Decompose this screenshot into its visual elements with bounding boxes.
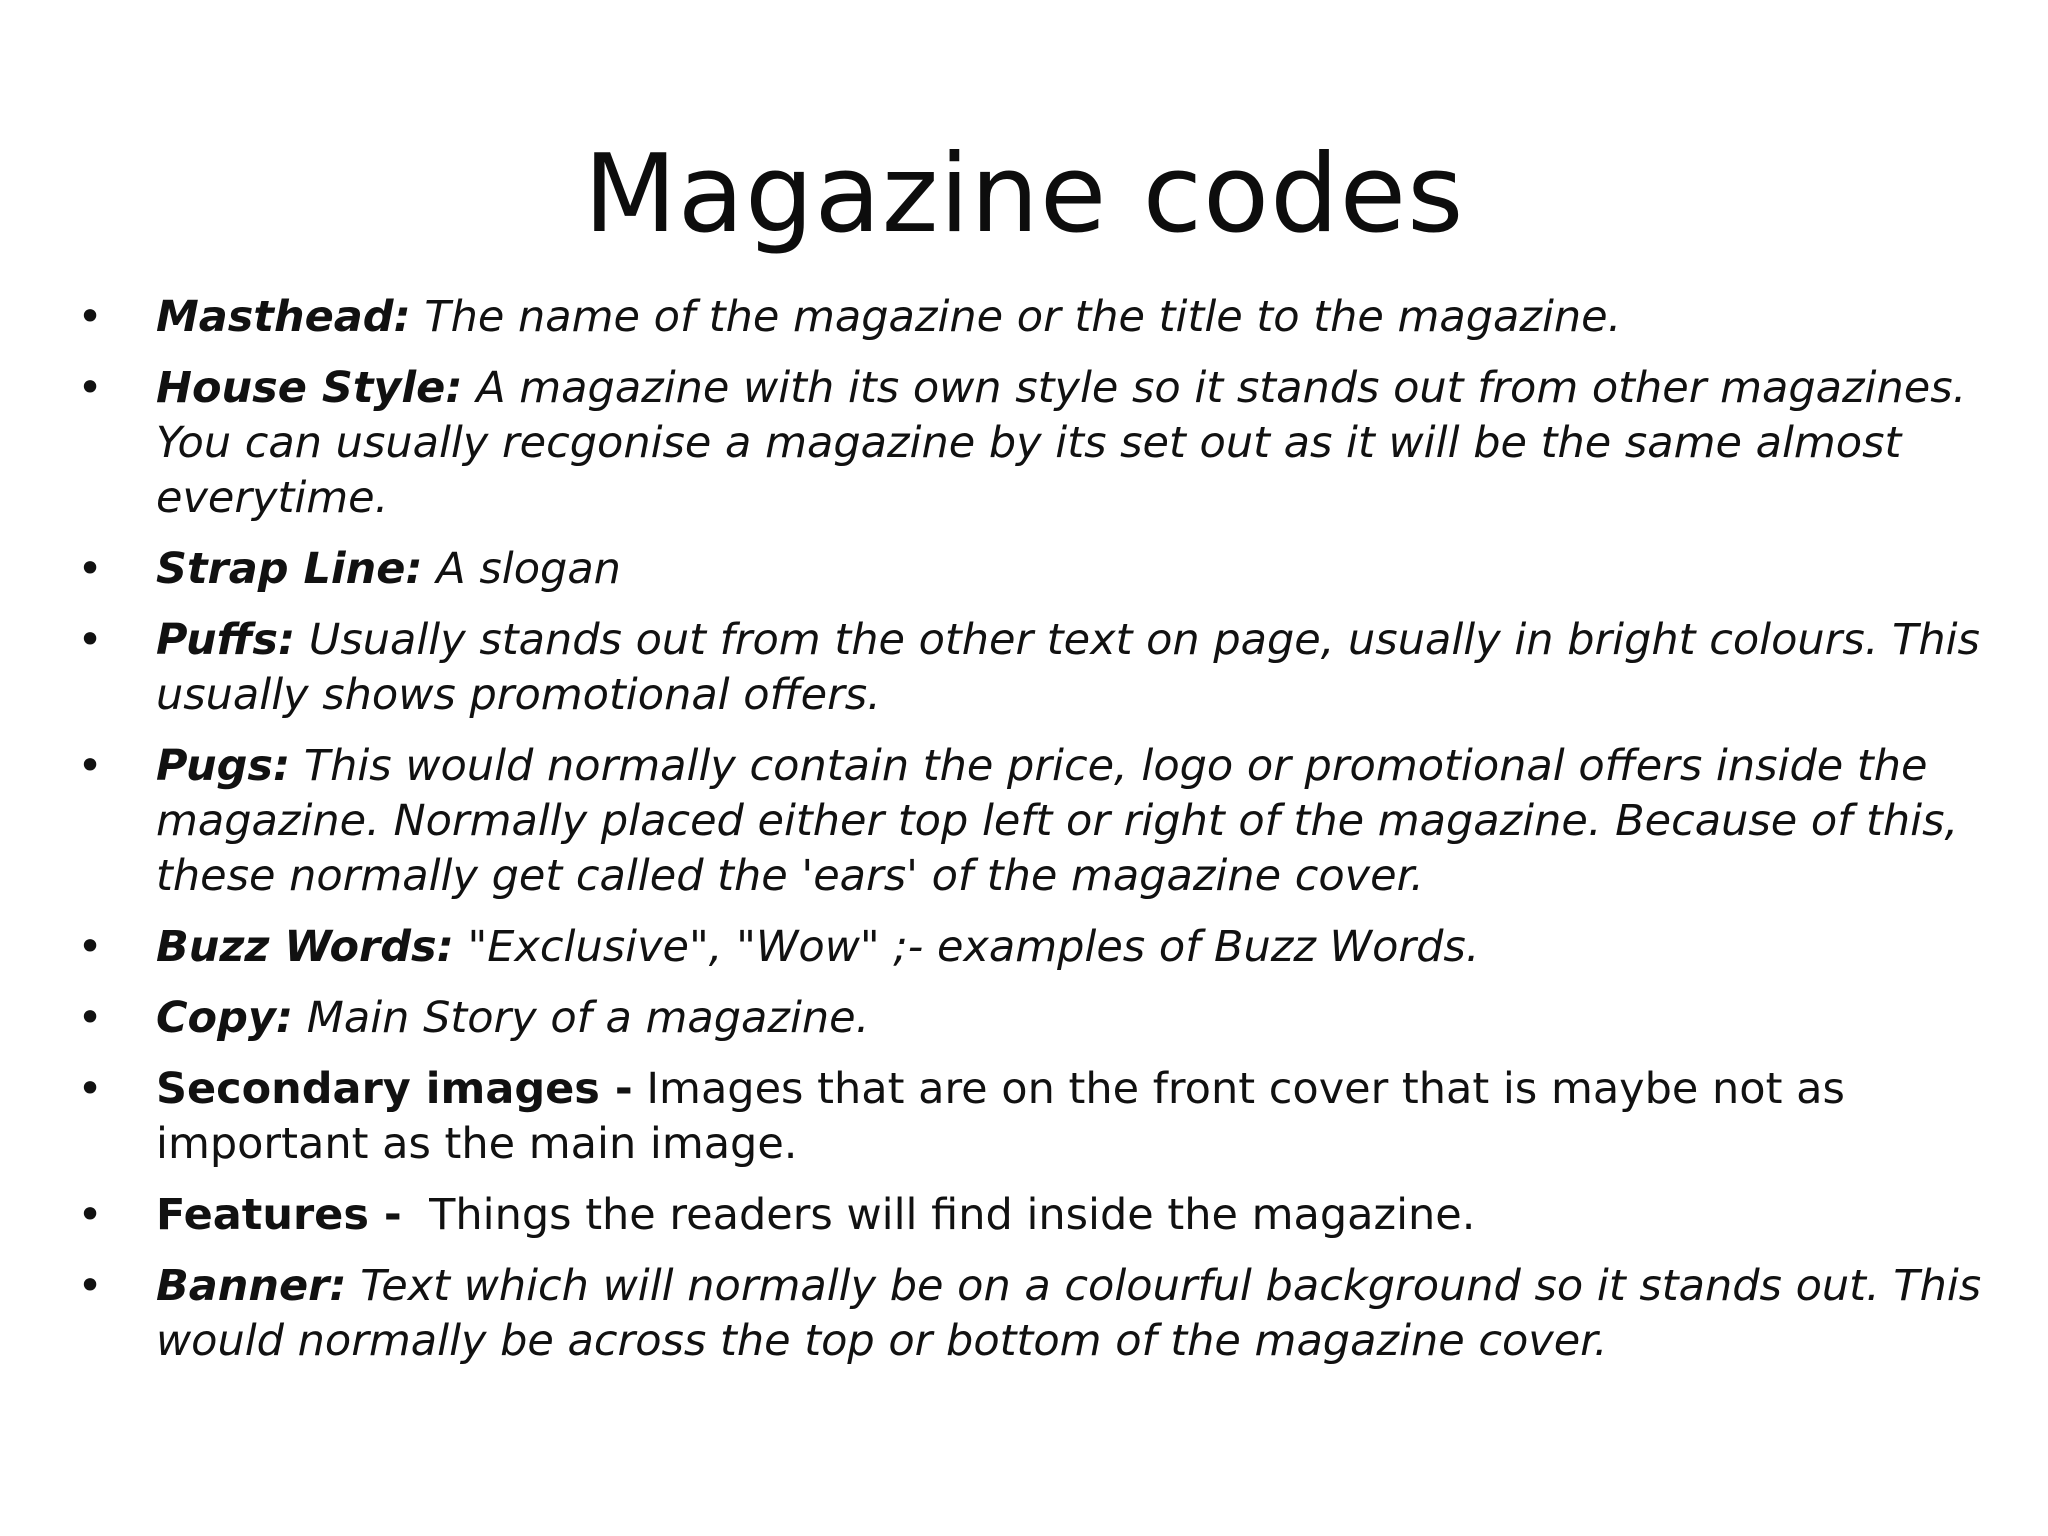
list-item (70, 739, 2010, 904)
bullet-list (70, 290, 2010, 1385)
bullet-icon: • (77, 615, 103, 665)
slide-title: Magazine codes (583, 132, 1465, 257)
bullet-icon: • (77, 922, 103, 972)
definition-text: The name of the magazine or the title to the magazine. (410, 292, 1622, 342)
bullet-icon: • (77, 993, 103, 1043)
term-label: House Style: (156, 363, 463, 413)
list-item (70, 290, 2010, 345)
term-label: Pugs: (156, 741, 291, 791)
bullet-icon: • (77, 292, 103, 342)
definition-text: A slogan (422, 544, 621, 594)
definition-text: Text which will normally be on a colourful background so it stands out. This would normally be across the top or bottom of the magazine cover. (156, 1261, 1982, 1366)
definition-text: Images that are on the front cover that is maybe not as important as the main image. (156, 1064, 1845, 1169)
term-label: Banner: (156, 1261, 347, 1311)
definition-text: "Exclusive", "Wow" ;- examples of Buzz Words. (453, 922, 1480, 972)
term-label: Features - (156, 1190, 402, 1240)
term-label: Buzz Words: (156, 922, 454, 972)
bullet-icon: • (77, 741, 103, 791)
bullet-icon: • (77, 1190, 103, 1240)
list-item (70, 542, 2010, 597)
list-item (70, 361, 2010, 526)
bullet-icon: • (77, 1064, 103, 1114)
term-label: Secondary images - (156, 1064, 633, 1114)
list-item (70, 1062, 2010, 1172)
list-item (70, 1188, 2010, 1243)
definition-text: A magazine with its own style so it stands out from other magazines. You can usually recgonise a magazine by its set out as it will be the same almost everytime. (156, 363, 1967, 523)
definition-text: Usually stands out from the other text on page, usually in bright colours. This usually shows promotional offers. (156, 615, 1980, 720)
list-item (70, 991, 2010, 1046)
list-item (70, 920, 2010, 975)
definition-text: This would normally contain the price, logo or promotional offers inside the magazine. Normally placed either top left or right of the magazine. Because of this, these normally get called the 'ears' of the magazine cover. (156, 741, 1959, 901)
bullet-icon: • (77, 1261, 103, 1311)
list-item (70, 613, 2010, 723)
definition-text: Main Story of a magazine. (293, 993, 870, 1043)
bullet-icon: • (77, 363, 103, 413)
list-item (70, 1259, 2010, 1369)
definition-text: Things the readers will find inside the magazine. (401, 1190, 1476, 1240)
term-label: Strap Line: (156, 544, 423, 594)
term-label: Masthead: (156, 292, 411, 342)
term-label: Copy: (156, 993, 294, 1043)
bullet-icon: • (77, 544, 103, 594)
term-label: Puffs: (156, 615, 296, 665)
